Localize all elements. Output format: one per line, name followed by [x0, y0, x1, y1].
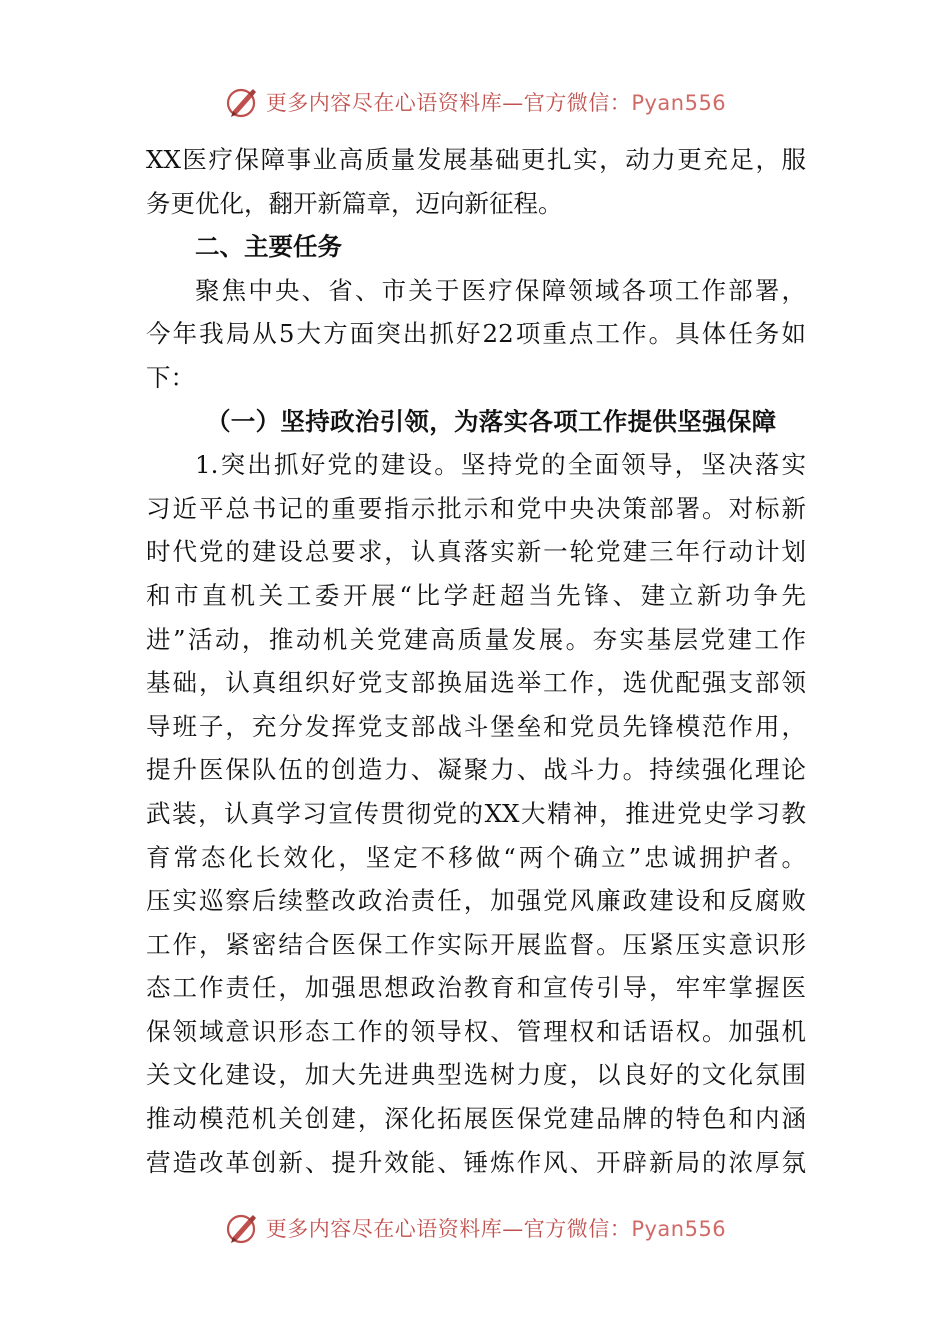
banner-text [266, 1213, 726, 1243]
paragraph-line: 习近平总书记的重要指示批示和党中央决策部署。对标新 [146, 493, 806, 523]
document-body [146, 138, 806, 1184]
paragraph-line: 营造改革创新、提升效能、锤炼作风、开辟新局的浓厚氛 [146, 1147, 806, 1177]
paragraph-line: 态工作责任，加强思想政治教育和宣传引导，牢牢掌握医 [146, 973, 806, 1003]
pen-logo-icon [224, 84, 260, 120]
paragraph-line: 和市直机关工委开展“比学赶超当先锋、建立新功争先 [146, 580, 806, 610]
paragraph-line: 推动模范机关创建，深化拓展医保党建品牌的特色和内涵 [146, 1104, 806, 1134]
paragraph-line: 聚焦中央、省、市关于医疗保障领域各项工作部署， [195, 275, 806, 305]
paragraph-line: 压实巡察后续整改政治责任，加强党风廉政建设和反腐败 [146, 886, 806, 916]
section-heading: 二、主要任务 [195, 232, 342, 262]
paragraph-line: 育常态化长效化，坚定不移做“两个确立”忠诚拥护者。 [146, 842, 806, 872]
paragraph-line: 武装，认真学习宣传贯彻党的XX大精神，推进党史学习教 [146, 798, 806, 828]
banner-text [266, 87, 726, 117]
banner-wechat-id: Pyan556 [631, 91, 727, 115]
banner-text-cn: 更多内容尽在心语资料库—官方微信： [265, 91, 632, 115]
paragraph-line: 导班子，充分发挥党支部战斗堡垒和党员先锋模范作用， [146, 711, 806, 741]
paragraph-line: XX医疗保障事业高质量发展基础更扎实，动力更充足，服 [146, 145, 806, 174]
paragraph-line: 工作，紧密结合医保工作实际开展监督。压紧压实意识形 [146, 929, 806, 959]
paragraph-line: 1.突出抓好党的建设。坚持党的全面领导，坚决落实 [195, 450, 806, 480]
banner-text-cn: 更多内容尽在心语资料库—官方微信： [265, 1217, 632, 1241]
paragraph-line: 下： [146, 362, 195, 392]
paragraph-line: 务更优化，翻开新篇章，迈向新征程。 [146, 188, 563, 218]
paragraph-line: 提升医保队伍的创造力、凝聚力、战斗力。持续强化理论 [146, 755, 806, 785]
paragraph-line: 今年我局从5大方面突出抓好22项重点工作。具体任务如 [146, 319, 806, 349]
paragraph-line: 关文化建设，加大先进典型选树力度，以良好的文化氛围 [146, 1060, 806, 1090]
pen-logo-icon [224, 1210, 260, 1246]
paragraph-line: 进”活动，推动机关党建高质量发展。夯实基层党建工作 [146, 624, 806, 654]
footer-banner [0, 1208, 950, 1248]
paragraph-line: 时代党的建设总要求，认真落实新一轮党建三年行动计划 [146, 537, 806, 567]
paragraph-line: 基础，认真组织好党支部换届选举工作，选优配强支部领 [146, 668, 806, 698]
banner-wechat-id: Pyan556 [631, 1217, 727, 1241]
header-banner [0, 82, 950, 122]
subsection-heading: （一）坚持政治引领，为落实各项工作提供坚强保障 [206, 406, 777, 436]
paragraph-line: 保领域意识形态工作的领导权、管理权和话语权。加强机 [146, 1016, 806, 1046]
